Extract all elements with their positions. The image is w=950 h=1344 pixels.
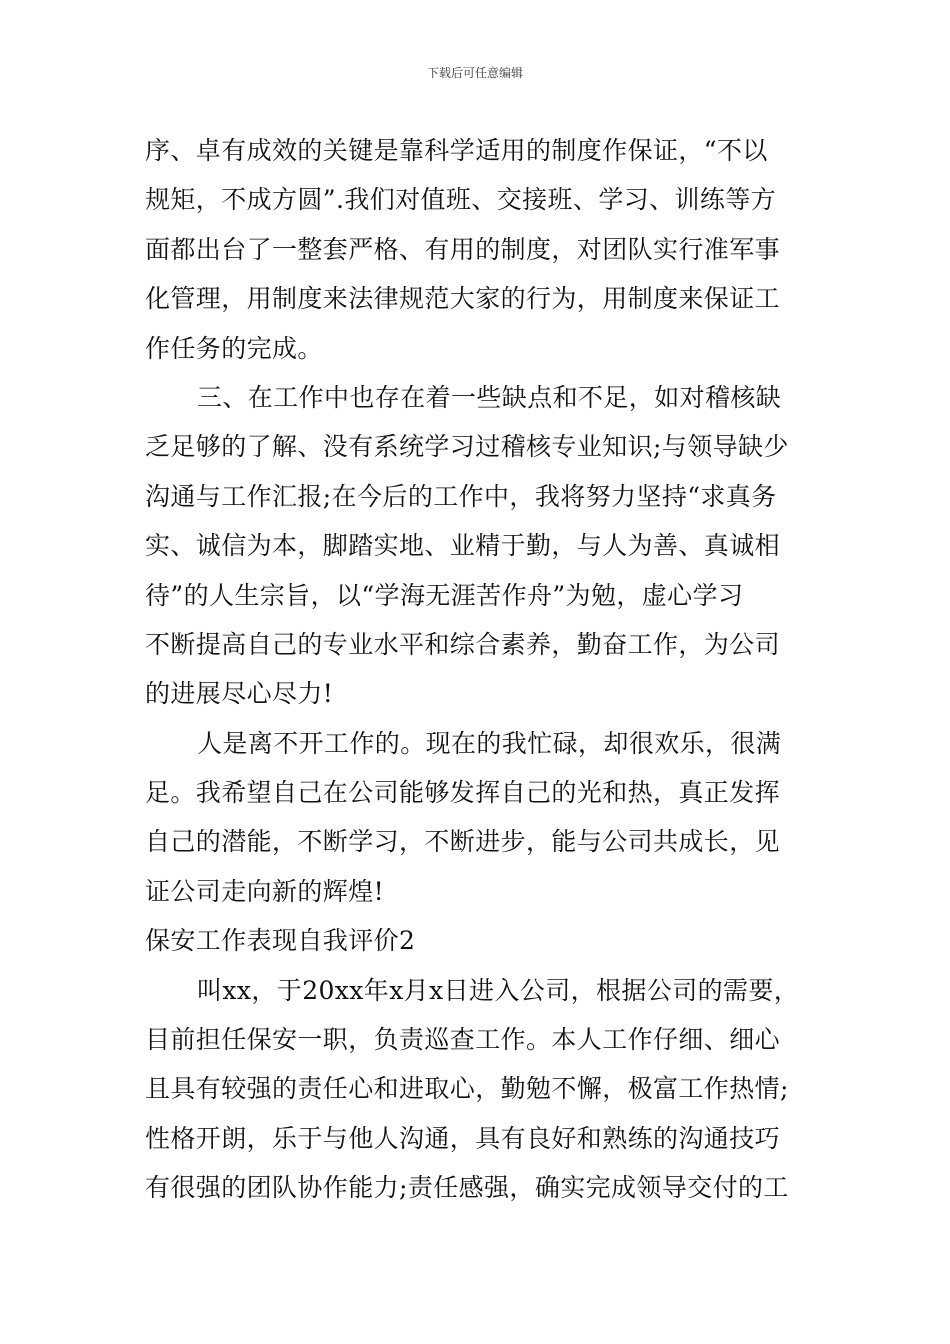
page-header: 下载后可任意编辑 bbox=[426, 66, 523, 80]
paragraph-rules bbox=[145, 126, 835, 373]
text-line: 实、诚信为本，脚踏实地、业精于勤，与人为善、真诚相 bbox=[145, 531, 781, 561]
text-line: 自己的潜能，不断学习，不断进步，能与公司共成长，见 bbox=[145, 827, 781, 857]
text-line: 不断提高自己的专业水平和综合素养，勤奋工作，为公司 bbox=[145, 629, 781, 659]
text-line: 面都出台了一整套严格、有用的制度，对团队实行准军事 bbox=[145, 234, 781, 264]
text-line: 的进展尽心尽力! bbox=[145, 679, 334, 709]
text-line: 化管理，用制度来法律规范大家的行为，用制度来保证工 bbox=[145, 284, 781, 314]
text-line: 且具有较强的责任心和进取心，勤勉不懈，极富工作热情; bbox=[145, 1074, 789, 1104]
text-line: 三、在工作中也存在着一些缺点和不足，如对稽核缺 bbox=[197, 382, 782, 412]
section-heading bbox=[145, 916, 835, 965]
text-line: 有很强的团队协作能力;责任感强，确实完成领导交付的工 bbox=[145, 1173, 789, 1203]
text-line: 作任务的完成。 bbox=[145, 333, 323, 363]
text-line: 乏足够的了解、没有系统学习过稽核专业知识;与领导缺少 bbox=[145, 432, 789, 462]
text-line: 足。我希望自己在公司能够发挥自己的光和热，真正发挥 bbox=[145, 778, 781, 808]
text-line: 序、卓有成效的关键是靠科学适用的制度作保证，“不以 bbox=[145, 136, 768, 165]
paragraph-shortcomings bbox=[145, 373, 835, 719]
text-line: 规矩，不成方圆”.我们对值班、交接班、学习、训练等方 bbox=[145, 185, 777, 215]
paragraph-conclusion bbox=[145, 719, 835, 917]
text-line: 性格开朗，乐于与他人沟通，具有良好和熟练的沟通技巧 bbox=[145, 1123, 781, 1153]
text-line: 沟通与工作汇报;在今后的工作中，我将努力坚持“求真务 bbox=[145, 481, 777, 511]
text-line: 证公司走向新的辉煌! bbox=[145, 876, 385, 906]
text-line: 人是离不开工作的。现在的我忙碌，却很欢乐，很满 bbox=[197, 728, 782, 758]
text-line: 待”的人生宗旨，以“学海无涯苦作舟”为勉，虚心学习 bbox=[145, 580, 744, 610]
text-line: 叫xx，于20xx年x月x日进入公司，根据公司的需要， bbox=[197, 975, 800, 1005]
paragraph-self-evaluation bbox=[145, 966, 835, 1213]
heading-line: 保安工作表现自我评价2 bbox=[145, 926, 416, 956]
text-line: 目前担任保安一职，负责巡查工作。本人工作仔细、细心 bbox=[145, 1025, 781, 1055]
document-body bbox=[145, 126, 835, 1213]
